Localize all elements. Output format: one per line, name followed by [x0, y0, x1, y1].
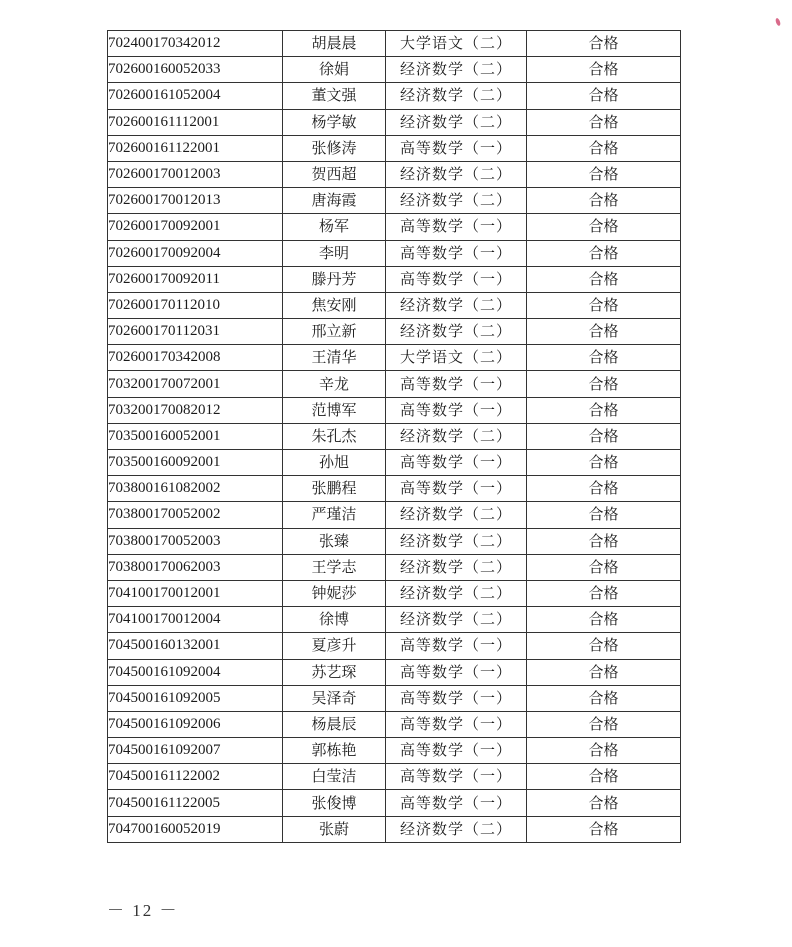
subject-cell: 经济数学（二）	[386, 554, 527, 580]
candidate-name-cell: 杨晨辰	[283, 711, 386, 737]
result-cell: 合格	[527, 292, 681, 318]
candidate-name-cell: 张鹏程	[283, 476, 386, 502]
subject-cell: 高等数学（一）	[386, 659, 527, 685]
result-cell: 合格	[527, 57, 681, 83]
result-cell: 合格	[527, 31, 681, 57]
candidate-name-cell: 朱孔杰	[283, 423, 386, 449]
result-cell: 合格	[527, 109, 681, 135]
subject-cell: 高等数学（一）	[386, 266, 527, 292]
table-row	[108, 319, 681, 345]
result-cell: 合格	[527, 397, 681, 423]
results-table	[107, 30, 681, 843]
subject-cell: 高等数学（一）	[386, 240, 527, 266]
exam-id-cell: 704100170012001	[108, 580, 283, 606]
exam-id-cell: 702600170112031	[108, 319, 283, 345]
table-row	[108, 764, 681, 790]
result-cell: 合格	[527, 214, 681, 240]
subject-cell: 高等数学（一）	[386, 764, 527, 790]
subject-cell: 高等数学（一）	[386, 135, 527, 161]
candidate-name-cell: 杨学敏	[283, 109, 386, 135]
table-row	[108, 423, 681, 449]
table-row	[108, 397, 681, 423]
table-row	[108, 685, 681, 711]
subject-cell: 经济数学（二）	[386, 57, 527, 83]
result-cell: 合格	[527, 685, 681, 711]
subject-cell: 大学语文（二）	[386, 31, 527, 57]
result-cell: 合格	[527, 764, 681, 790]
subject-cell: 经济数学（二）	[386, 423, 527, 449]
exam-id-cell: 704500161092005	[108, 685, 283, 711]
table-row	[108, 57, 681, 83]
table-row	[108, 240, 681, 266]
subject-cell: 高等数学（一）	[386, 214, 527, 240]
table-row	[108, 607, 681, 633]
candidate-name-cell: 王学志	[283, 554, 386, 580]
table-row	[108, 450, 681, 476]
exam-id-cell: 704100170012004	[108, 607, 283, 633]
subject-cell: 高等数学（一）	[386, 476, 527, 502]
exam-id-cell: 704500161092006	[108, 711, 283, 737]
candidate-name-cell: 张修涛	[283, 135, 386, 161]
exam-id-cell: 703800170052002	[108, 502, 283, 528]
candidate-name-cell: 吴泽奇	[283, 685, 386, 711]
result-cell: 合格	[527, 371, 681, 397]
candidate-name-cell: 王清华	[283, 345, 386, 371]
result-cell: 合格	[527, 659, 681, 685]
exam-id-cell: 702600161112001	[108, 109, 283, 135]
subject-cell: 高等数学（一）	[386, 685, 527, 711]
subject-cell: 高等数学（一）	[386, 738, 527, 764]
result-cell: 合格	[527, 738, 681, 764]
subject-cell: 经济数学（二）	[386, 607, 527, 633]
exam-id-cell: 703800170062003	[108, 554, 283, 580]
candidate-name-cell: 滕丹芳	[283, 266, 386, 292]
candidate-name-cell: 孙旭	[283, 450, 386, 476]
result-cell: 合格	[527, 83, 681, 109]
result-cell: 合格	[527, 240, 681, 266]
table-row	[108, 214, 681, 240]
candidate-name-cell: 贺西超	[283, 161, 386, 187]
exam-id-cell: 702600170092011	[108, 266, 283, 292]
subject-cell: 高等数学（一）	[386, 633, 527, 659]
exam-id-cell: 703200170082012	[108, 397, 283, 423]
result-cell: 合格	[527, 266, 681, 292]
table-row	[108, 109, 681, 135]
results-table-body	[108, 31, 681, 843]
exam-id-cell: 703200170072001	[108, 371, 283, 397]
table-row	[108, 266, 681, 292]
exam-id-cell: 702600170342008	[108, 345, 283, 371]
subject-cell: 经济数学（二）	[386, 292, 527, 318]
result-cell: 合格	[527, 528, 681, 554]
candidate-name-cell: 杨军	[283, 214, 386, 240]
ink-speck-decoration	[775, 18, 781, 27]
subject-cell: 经济数学（二）	[386, 83, 527, 109]
exam-id-cell: 704500161092004	[108, 659, 283, 685]
subject-cell: 经济数学（二）	[386, 580, 527, 606]
exam-id-cell: 704500161092007	[108, 738, 283, 764]
exam-id-cell: 702400170342012	[108, 31, 283, 57]
table-row	[108, 292, 681, 318]
table-row	[108, 345, 681, 371]
table-row	[108, 554, 681, 580]
table-row	[108, 790, 681, 816]
candidate-name-cell: 苏艺琛	[283, 659, 386, 685]
subject-cell: 经济数学（二）	[386, 109, 527, 135]
subject-cell: 大学语文（二）	[386, 345, 527, 371]
table-row	[108, 528, 681, 554]
subject-cell: 高等数学（一）	[386, 790, 527, 816]
table-row	[108, 738, 681, 764]
result-cell: 合格	[527, 345, 681, 371]
result-cell: 合格	[527, 790, 681, 816]
table-row	[108, 371, 681, 397]
result-cell: 合格	[527, 450, 681, 476]
exam-id-cell: 702600170012003	[108, 161, 283, 187]
candidate-name-cell: 徐博	[283, 607, 386, 633]
table-row	[108, 633, 681, 659]
exam-id-cell: 702600161122001	[108, 135, 283, 161]
exam-id-cell: 703500160052001	[108, 423, 283, 449]
candidate-name-cell: 张俊博	[283, 790, 386, 816]
exam-id-cell: 702600170092001	[108, 214, 283, 240]
table-row	[108, 83, 681, 109]
subject-cell: 经济数学（二）	[386, 319, 527, 345]
exam-id-cell: 702600161052004	[108, 83, 283, 109]
candidate-name-cell: 邢立新	[283, 319, 386, 345]
result-cell: 合格	[527, 502, 681, 528]
candidate-name-cell: 董文强	[283, 83, 386, 109]
page-number: － 12 －	[107, 901, 179, 920]
subject-cell: 经济数学（二）	[386, 502, 527, 528]
result-cell: 合格	[527, 135, 681, 161]
result-cell: 合格	[527, 580, 681, 606]
table-row	[108, 502, 681, 528]
exam-id-cell: 703500160092001	[108, 450, 283, 476]
result-cell: 合格	[527, 319, 681, 345]
result-cell: 合格	[527, 161, 681, 187]
candidate-name-cell: 严瑾洁	[283, 502, 386, 528]
table-row	[108, 161, 681, 187]
candidate-name-cell: 徐娟	[283, 57, 386, 83]
exam-id-cell: 704500161122002	[108, 764, 283, 790]
result-cell: 合格	[527, 816, 681, 842]
subject-cell: 高等数学（一）	[386, 397, 527, 423]
table-row	[108, 580, 681, 606]
result-cell: 合格	[527, 554, 681, 580]
subject-cell: 经济数学（二）	[386, 161, 527, 187]
subject-cell: 高等数学（一）	[386, 711, 527, 737]
exam-id-cell: 704700160052019	[108, 816, 283, 842]
candidate-name-cell: 唐海霞	[283, 188, 386, 214]
result-cell: 合格	[527, 607, 681, 633]
table-row	[108, 711, 681, 737]
candidate-name-cell: 郭栋艳	[283, 738, 386, 764]
table-row	[108, 31, 681, 57]
candidate-name-cell: 李明	[283, 240, 386, 266]
candidate-name-cell: 胡晨晨	[283, 31, 386, 57]
table-row	[108, 135, 681, 161]
subject-cell: 高等数学（一）	[386, 371, 527, 397]
exam-id-cell: 703800170052003	[108, 528, 283, 554]
result-cell: 合格	[527, 188, 681, 214]
exam-id-cell: 702600170112010	[108, 292, 283, 318]
exam-id-cell: 702600170092004	[108, 240, 283, 266]
result-cell: 合格	[527, 633, 681, 659]
table-row	[108, 816, 681, 842]
exam-id-cell: 704500160132001	[108, 633, 283, 659]
candidate-name-cell: 钟妮莎	[283, 580, 386, 606]
subject-cell: 经济数学（二）	[386, 188, 527, 214]
exam-id-cell: 704500161122005	[108, 790, 283, 816]
result-cell: 合格	[527, 711, 681, 737]
candidate-name-cell: 范博军	[283, 397, 386, 423]
candidate-name-cell: 焦安刚	[283, 292, 386, 318]
candidate-name-cell: 夏彦升	[283, 633, 386, 659]
result-cell: 合格	[527, 423, 681, 449]
result-cell: 合格	[527, 476, 681, 502]
candidate-name-cell: 辛龙	[283, 371, 386, 397]
candidate-name-cell: 张臻	[283, 528, 386, 554]
table-row	[108, 476, 681, 502]
table-row	[108, 659, 681, 685]
table-row	[108, 188, 681, 214]
exam-id-cell: 702600170012013	[108, 188, 283, 214]
subject-cell: 经济数学（二）	[386, 816, 527, 842]
subject-cell: 经济数学（二）	[386, 528, 527, 554]
subject-cell: 高等数学（一）	[386, 450, 527, 476]
exam-id-cell: 703800161082002	[108, 476, 283, 502]
candidate-name-cell: 白莹洁	[283, 764, 386, 790]
exam-id-cell: 702600160052033	[108, 57, 283, 83]
candidate-name-cell: 张蔚	[283, 816, 386, 842]
